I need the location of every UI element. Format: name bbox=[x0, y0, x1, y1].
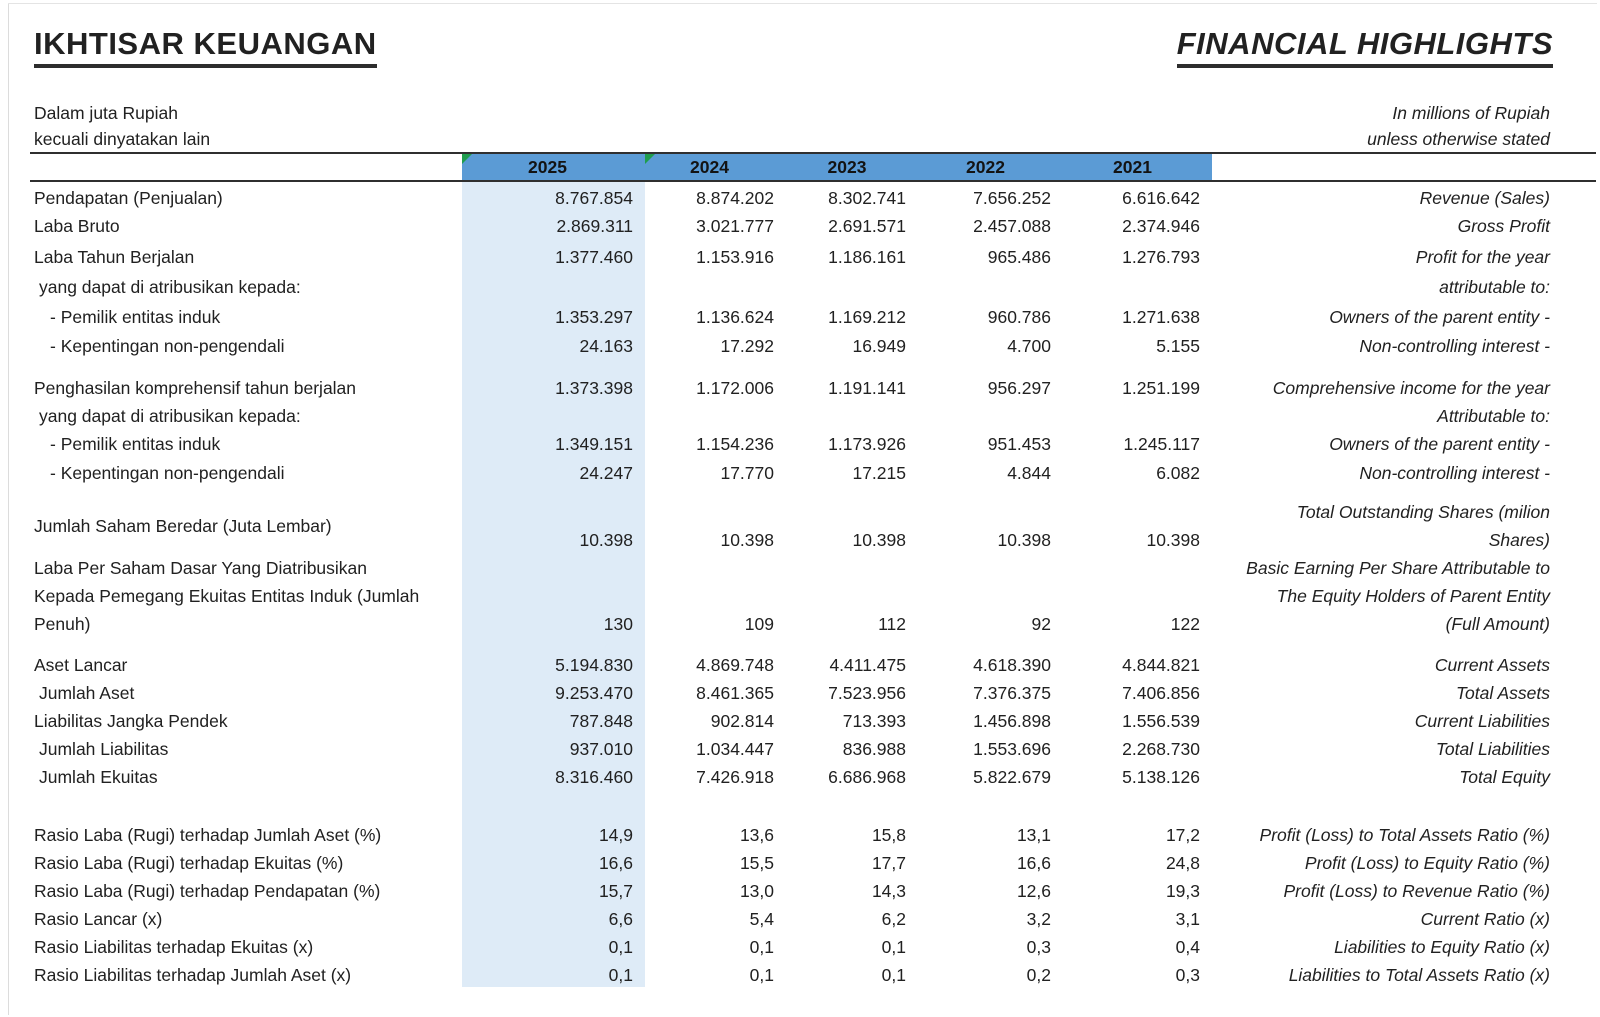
value-cell-2025: 16,6 bbox=[598, 853, 633, 873]
row-label-indonesian: Jumlah Aset bbox=[39, 683, 135, 703]
value-cell-2022: 92 bbox=[1031, 614, 1051, 634]
table-row bbox=[34, 184, 1597, 212]
table-row bbox=[34, 332, 1597, 360]
table-row bbox=[34, 821, 1597, 849]
value-cell-2023: 17,7 bbox=[871, 853, 906, 873]
row-label-indonesian: - Kepentingan non-pengendali bbox=[50, 336, 285, 356]
row-label-indonesian: Rasio Laba (Rugi) terhadap Jumlah Aset (%) bbox=[34, 825, 382, 845]
row-label-english: Current Ratio (x) bbox=[1420, 909, 1550, 929]
row-label-english-line: Shares) bbox=[1488, 530, 1550, 550]
table-row bbox=[34, 651, 1597, 679]
row-label-english: Liabilities to Equity Ratio (x) bbox=[1334, 937, 1550, 957]
value-cell-2023: 1.173.926 bbox=[828, 434, 906, 454]
value-cell-2025 bbox=[462, 402, 645, 430]
year-header-2022: 2022 bbox=[966, 157, 1005, 177]
value-cell-2024: 8.874.202 bbox=[696, 188, 774, 208]
table-row bbox=[34, 498, 1597, 554]
row-label-english-line: The Equity Holders of Parent Entity bbox=[1276, 586, 1550, 606]
row-label-english: Total Assets bbox=[1455, 683, 1550, 703]
value-cell-2022: 0,3 bbox=[1026, 937, 1051, 957]
table-row bbox=[34, 961, 1597, 989]
year-header-2023: 2023 bbox=[827, 157, 867, 177]
value-cell-2021: 2.268.730 bbox=[1122, 739, 1200, 759]
value-cell-2024: 7.426.918 bbox=[696, 767, 774, 787]
value-cell-2025: 130 bbox=[603, 614, 633, 634]
table-row bbox=[34, 430, 1597, 458]
value-cell-2021: 3,1 bbox=[1175, 909, 1200, 929]
table-row bbox=[34, 877, 1597, 905]
row-label-english: Current Assets bbox=[1434, 655, 1550, 675]
value-cell-2024: 13,6 bbox=[739, 825, 774, 845]
value-cell-2021: 122 bbox=[1170, 614, 1200, 634]
value-cell-2025: 1.373.398 bbox=[555, 378, 633, 398]
table-row bbox=[34, 933, 1597, 961]
value-cell-2025: 2.869.311 bbox=[556, 216, 633, 236]
value-cell-2025: 14,9 bbox=[598, 825, 633, 845]
value-cell-2023: 6.686.968 bbox=[828, 767, 906, 787]
value-cell-2024: 15,5 bbox=[739, 853, 774, 873]
row-label-indonesian: Rasio Lancar (x) bbox=[34, 909, 163, 929]
value-cell-2022: 7.656.252 bbox=[973, 188, 1051, 208]
row-label-indonesian: yang dapat di atribusikan kepada: bbox=[39, 277, 301, 297]
year-header-2021: 2021 bbox=[1113, 157, 1152, 177]
table-body-rows bbox=[34, 182, 1597, 989]
value-cell-2025: 24.163 bbox=[579, 336, 633, 356]
value-cell-2021: 1.245.117 bbox=[1123, 434, 1200, 454]
subtitle-english-line2: unless otherwise stated bbox=[1367, 129, 1550, 149]
value-cell-2025: 9.253.470 bbox=[555, 683, 633, 703]
value-cell-2025 bbox=[462, 273, 645, 301]
value-cell-2021: 19,3 bbox=[1165, 881, 1200, 901]
value-cell-2023: 17.215 bbox=[852, 463, 906, 483]
row-label-english: Revenue (Sales) bbox=[1419, 188, 1550, 208]
value-cell-2022: 1.456.898 bbox=[973, 711, 1051, 731]
value-cell-2021: 17,2 bbox=[1165, 825, 1200, 845]
value-cell-2023: 6,2 bbox=[881, 909, 906, 929]
value-cell-2023: 7.523.956 bbox=[828, 683, 906, 703]
value-cell-2025: 8.316.460 bbox=[555, 767, 633, 787]
subtitle-indonesian-line1: Dalam juta Rupiah bbox=[34, 103, 178, 123]
row-label-english: Owners of the parent entity - bbox=[1329, 434, 1550, 454]
value-cell-2025: 6,6 bbox=[608, 909, 633, 929]
row-label-indonesian: Rasio Laba (Rugi) terhadap Ekuitas (%) bbox=[34, 853, 344, 873]
value-cell-2025: 1.377.460 bbox=[555, 247, 633, 267]
value-cell-2025: 10.398 bbox=[579, 530, 633, 550]
row-label-line: Kepada Pemegang Ekuitas Entitas Induk (Jumlah bbox=[34, 586, 420, 606]
row-label-english: Owners of the parent entity - bbox=[1329, 307, 1550, 327]
subtitle-indonesian bbox=[34, 100, 210, 152]
row-label-indonesian: Rasio Liabilitas terhadap Ekuitas (x) bbox=[34, 937, 314, 957]
page-edge-left bbox=[8, 3, 9, 1015]
value-cell-2024: 0,1 bbox=[749, 937, 774, 957]
row-label-english: Comprehensive income for the year bbox=[1272, 378, 1550, 398]
row-label-english-line: (Full Amount) bbox=[1445, 614, 1550, 634]
value-cell-2024: 13,0 bbox=[739, 881, 774, 901]
row-label-english bbox=[1212, 554, 1597, 638]
value-cell-2021: 1.271.638 bbox=[1122, 307, 1200, 327]
value-cell-2023: 112 bbox=[878, 614, 906, 634]
table-row bbox=[34, 273, 1597, 301]
table-row bbox=[34, 303, 1597, 331]
row-label-indonesian: Penghasilan komprehensif tahun berjalan bbox=[34, 378, 357, 398]
value-cell-2024: 0,1 bbox=[749, 965, 774, 985]
value-cell-2025: 24.247 bbox=[579, 463, 633, 483]
value-cell-2021: 1.556.539 bbox=[1122, 711, 1200, 731]
row-label-english-line: Total Outstanding Shares (milion bbox=[1296, 502, 1550, 522]
value-cell-2023: 0,1 bbox=[881, 965, 906, 985]
row-label-indonesian: Jumlah Liabilitas bbox=[39, 739, 169, 759]
value-cell-2021: 6.082 bbox=[1156, 463, 1200, 483]
row-label-indonesian: Pendapatan (Penjualan) bbox=[34, 188, 223, 208]
value-cell-2023: 15,8 bbox=[871, 825, 906, 845]
value-cell-2021: 0,3 bbox=[1175, 965, 1200, 985]
value-cell-2022: 13,1 bbox=[1016, 825, 1051, 845]
value-cell-2022: 4.700 bbox=[1007, 336, 1051, 356]
value-cell-2023: 836.988 bbox=[842, 739, 906, 759]
row-label-english: Profit (Loss) to Equity Ratio (%) bbox=[1304, 853, 1550, 873]
value-cell-2022: 4.844 bbox=[1007, 463, 1051, 483]
row-label-indonesian: Laba Bruto bbox=[34, 216, 120, 236]
page-title-indonesian: IKHTISAR KEUANGAN bbox=[34, 26, 377, 68]
value-cell-2023: 1.186.161 bbox=[828, 247, 906, 267]
value-cell-2024: 1.172.006 bbox=[696, 378, 774, 398]
value-cell-2021 bbox=[1065, 273, 1212, 301]
value-cell-2024: 902.814 bbox=[710, 711, 774, 731]
row-label-english: Non-controlling interest - bbox=[1359, 463, 1550, 483]
table-body bbox=[34, 182, 1597, 989]
value-cell-2021: 0,4 bbox=[1175, 937, 1200, 957]
subtitle-english-line1: In millions of Rupiah bbox=[1392, 103, 1550, 123]
row-label-english: Profit (Loss) to Revenue Ratio (%) bbox=[1283, 881, 1550, 901]
row-label-english: Liabilities to Total Assets Ratio (x) bbox=[1288, 965, 1550, 985]
row-label-english: Gross Profit bbox=[1457, 216, 1550, 236]
subtitle-english bbox=[1367, 100, 1550, 152]
value-cell-2023: 0,1 bbox=[881, 937, 906, 957]
row-label-indonesian: Laba Tahun Berjalan bbox=[34, 247, 195, 267]
value-cell-2024: 5,4 bbox=[749, 909, 774, 929]
value-cell-2022: 16,6 bbox=[1016, 853, 1051, 873]
value-cell-2024: 4.869.748 bbox=[696, 655, 774, 675]
table-row bbox=[34, 374, 1597, 402]
value-cell-2022: 2.457.088 bbox=[973, 216, 1051, 236]
value-cell-2024: 1.154.236 bbox=[696, 434, 774, 454]
row-label-indonesian: Rasio Laba (Rugi) terhadap Pendapatan (%) bbox=[34, 881, 381, 901]
value-cell-2022: 5.822.679 bbox=[973, 767, 1051, 787]
table-row bbox=[34, 243, 1597, 271]
table-row bbox=[34, 402, 1597, 430]
value-cell-2025: 8.767.854 bbox=[555, 188, 633, 208]
year-header-2024: 2024 bbox=[690, 157, 729, 177]
value-cell-2024: 1.034.447 bbox=[696, 739, 774, 759]
value-cell-2023: 1.191.141 bbox=[828, 378, 906, 398]
value-cell-2023: 16.949 bbox=[852, 336, 906, 356]
value-cell-2024: 109 bbox=[744, 614, 774, 634]
value-cell-2021: 2.374.946 bbox=[1122, 216, 1200, 236]
value-cell-2024 bbox=[645, 402, 788, 430]
value-cell-2023: 1.169.212 bbox=[828, 307, 906, 327]
page-edge-top bbox=[8, 3, 1597, 4]
row-label-english-line: Basic Earning Per Share Attributable to bbox=[1246, 558, 1550, 578]
row-label-english: Total Equity bbox=[1459, 767, 1550, 787]
value-cell-2022: 7.376.375 bbox=[973, 683, 1051, 703]
value-cell-2021: 24,8 bbox=[1165, 853, 1200, 873]
value-cell-2023: 4.411.475 bbox=[829, 655, 906, 675]
value-cell-2023: 713.393 bbox=[842, 711, 906, 731]
value-cell-2025: 1.349.151 bbox=[555, 434, 633, 454]
value-cell-2022: 965.486 bbox=[987, 247, 1051, 267]
value-cell-2024: 1.153.916 bbox=[696, 247, 774, 267]
value-cell-2024: 17.770 bbox=[720, 463, 774, 483]
value-cell-2021: 4.844.821 bbox=[1122, 655, 1200, 675]
row-label-english: Attributable to: bbox=[1437, 406, 1550, 426]
row-label-indonesian: Aset Lancar bbox=[34, 655, 128, 675]
value-cell-2021 bbox=[1065, 402, 1212, 430]
row-label-english: Non-controlling interest - bbox=[1359, 336, 1550, 356]
year-header-2025: 2025 bbox=[528, 157, 567, 177]
value-cell-2021: 1.251.199 bbox=[1122, 378, 1200, 398]
value-cell-2023: 8.302.741 bbox=[828, 188, 906, 208]
row-label-line: Penuh) bbox=[34, 614, 91, 634]
value-cell-2025: 787.848 bbox=[569, 711, 633, 731]
row-label-line: Laba Per Saham Dasar Yang Diatribusikan bbox=[34, 558, 368, 578]
table-row bbox=[34, 735, 1597, 763]
value-cell-2025: 937.010 bbox=[569, 739, 633, 759]
value-cell-2023: 10.398 bbox=[852, 530, 906, 550]
value-cell-2022: 956.297 bbox=[987, 378, 1051, 398]
table-row bbox=[34, 554, 1597, 638]
value-cell-2022: 1.553.696 bbox=[973, 739, 1051, 759]
value-cell-2022: 12,6 bbox=[1016, 881, 1051, 901]
value-cell-2021: 1.276.793 bbox=[1122, 247, 1200, 267]
row-label-english bbox=[1212, 498, 1597, 554]
row-label-indonesian: Rasio Liabilitas terhadap Jumlah Aset (x) bbox=[34, 965, 352, 985]
page-title-english: FINANCIAL HIGHLIGHTS bbox=[1177, 26, 1553, 68]
value-cell-2025: 0,1 bbox=[608, 937, 633, 957]
value-cell-2021: 6.616.642 bbox=[1122, 188, 1200, 208]
value-cell-2021: 10.398 bbox=[1146, 530, 1200, 550]
table-row bbox=[34, 679, 1597, 707]
value-cell-2024: 8.461.365 bbox=[696, 683, 774, 703]
value-cell-2022 bbox=[920, 273, 1065, 301]
table-row bbox=[34, 763, 1597, 791]
table-row bbox=[34, 849, 1597, 877]
row-label-indonesian bbox=[34, 554, 462, 638]
value-cell-2022: 10.398 bbox=[997, 530, 1051, 550]
value-cell-2025: 1.353.297 bbox=[555, 307, 633, 327]
value-cell-2023 bbox=[788, 273, 920, 301]
row-label-indonesian: Liabilitas Jangka Pendek bbox=[34, 711, 228, 731]
row-label-english: attributable to: bbox=[1439, 277, 1550, 297]
value-cell-2024: 17.292 bbox=[720, 336, 774, 356]
value-cell-2021: 7.406.856 bbox=[1122, 683, 1200, 703]
table-row bbox=[34, 212, 1597, 240]
value-cell-2025: 0,1 bbox=[608, 965, 633, 985]
table-row bbox=[34, 707, 1597, 735]
table-row bbox=[34, 905, 1597, 933]
value-cell-2021: 5.138.126 bbox=[1122, 767, 1200, 787]
table-row bbox=[34, 459, 1597, 487]
value-cell-2023: 14,3 bbox=[871, 881, 906, 901]
row-label-english: Profit (Loss) to Total Assets Ratio (%) bbox=[1259, 825, 1550, 845]
value-cell-2022: 0,2 bbox=[1026, 965, 1051, 985]
value-cell-2023: 2.691.571 bbox=[828, 216, 906, 236]
value-cell-2022: 960.786 bbox=[987, 307, 1051, 327]
row-label-indonesian bbox=[34, 498, 462, 554]
row-label-english: Current Liabilities bbox=[1414, 711, 1550, 731]
green-corner-marker-icon bbox=[462, 154, 472, 164]
row-label-indonesian: - Pemilik entitas induk bbox=[50, 307, 221, 327]
value-cell-2024 bbox=[645, 273, 788, 301]
value-cell-2022: 3,2 bbox=[1026, 909, 1051, 929]
subtitle-indonesian-line2: kecuali dinyatakan lain bbox=[34, 129, 211, 149]
green-corner-marker-icon bbox=[645, 154, 655, 164]
value-cell-2022: 951.453 bbox=[987, 434, 1051, 454]
value-cell-2025: 15,7 bbox=[598, 881, 633, 901]
value-cell-2022 bbox=[920, 402, 1065, 430]
row-label-indonesian: Jumlah Ekuitas bbox=[39, 767, 158, 787]
value-cell-2021: 5.155 bbox=[1156, 336, 1200, 356]
value-cell-2022: 4.618.390 bbox=[973, 655, 1051, 675]
row-label-english: Profit for the year bbox=[1415, 247, 1550, 267]
value-cell-2024: 10.398 bbox=[720, 530, 774, 550]
row-label-english: Total Liabilities bbox=[1435, 739, 1550, 759]
year-header-row bbox=[462, 154, 1212, 180]
row-label-indonesian: yang dapat di atribusikan kepada: bbox=[39, 406, 301, 426]
value-cell-2023 bbox=[788, 402, 920, 430]
value-cell-2025: 5.194.830 bbox=[555, 655, 633, 675]
row-label-indonesian: - Kepentingan non-pengendali bbox=[50, 463, 285, 483]
value-cell-2024: 3.021.777 bbox=[696, 216, 774, 236]
value-cell-2024: 1.136.624 bbox=[696, 307, 774, 327]
row-label-indonesian: - Pemilik entitas induk bbox=[50, 434, 221, 454]
row-label-line: Jumlah Saham Beredar (Juta Lembar) bbox=[34, 516, 332, 536]
